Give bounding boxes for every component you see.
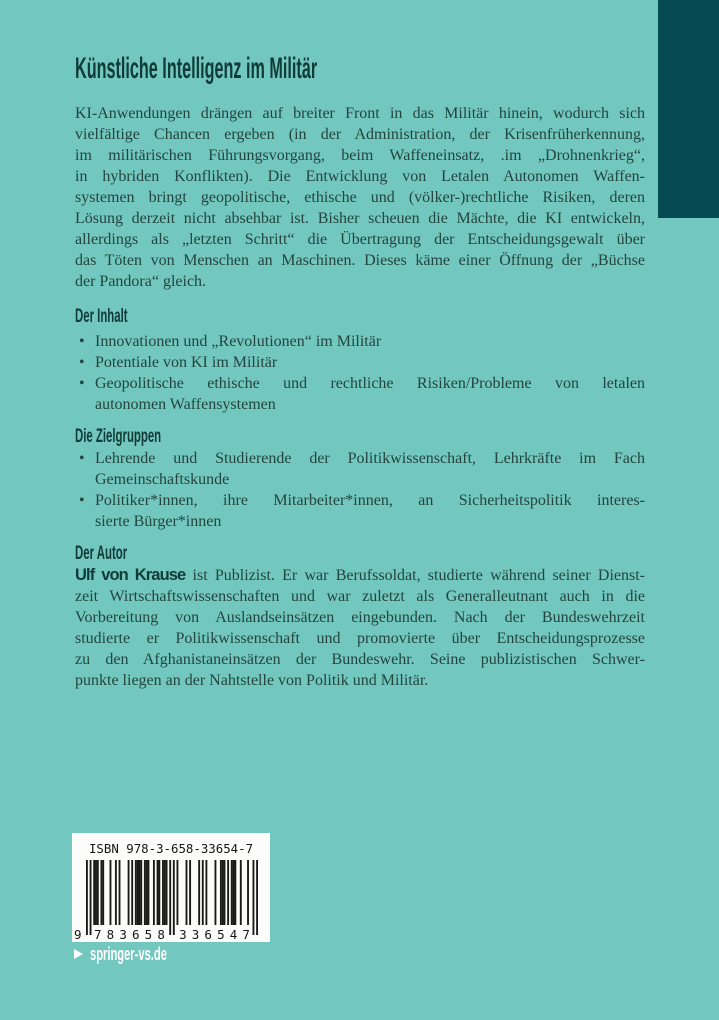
- svg-text:9: 9: [74, 927, 82, 942]
- ean13-barcode: [72, 833, 270, 942]
- author-name: Ulf von Krause: [75, 566, 186, 584]
- text-line: autonomen Waffensystemen: [95, 396, 276, 413]
- svg-text:6: 6: [132, 927, 140, 942]
- svg-text:ISBN 978-3-658-33654-7: ISBN 978-3-658-33654-7: [88, 841, 254, 856]
- text-line: punkte liegen an der Nahtstelle von Politik und Militär.: [75, 672, 429, 689]
- text-line: das Töten von Menschen an Maschinen. Dieses käme einer Öffnung der „Büchse: [75, 252, 645, 269]
- text-line: • Geopolitische ethische und rechtliche Risiken/Probleme von letalen: [95, 375, 645, 392]
- text-line: Lösung derzeit nicht absehbar ist. Bisher scheuen die Mächte, die KI entwickeln,: [75, 210, 645, 227]
- springer-arrow-icon: [74, 949, 83, 959]
- description-paragraph: [75, 103, 645, 292]
- text-line: Gemeinschaftskunde: [95, 471, 230, 488]
- text-line: • Lehrende und Studierende der Politikwissenschaft, Lehrkräfte im Fach: [95, 450, 645, 467]
- text-line: • Potentiale von KI im Militär: [95, 354, 278, 371]
- text-line: systemen bringt geopolitische, ethische und (völker-)rechtliche Risiken, deren: [75, 189, 645, 206]
- svg-text:6: 6: [204, 927, 212, 942]
- list-item: [75, 490, 645, 532]
- book-title: Künstliche Intelligenz im Militär: [75, 52, 318, 85]
- contents-heading: Der Inhalt: [75, 306, 128, 327]
- isbn-barcode-panel: [72, 833, 270, 942]
- text-line: Vorbereitung von Auslandseinsätzen eingebunden. Nach der Bundeswehrzeit: [75, 609, 645, 626]
- svg-text:3: 3: [119, 927, 127, 942]
- author-heading: Der Autor: [75, 543, 128, 564]
- text-line: in hybriden Konflikten). Die Entwicklung von Letalen Autonomen Waffen-: [75, 168, 645, 185]
- corner-stripe: [658, 0, 719, 218]
- author-lines: [75, 586, 645, 691]
- svg-text:5: 5: [217, 927, 225, 942]
- text-line: • Innovationen und „Revolutionen“ im Militär: [95, 333, 382, 350]
- svg-text:7: 7: [242, 927, 250, 942]
- list-item: [75, 331, 645, 352]
- author-paragraph: [75, 565, 645, 691]
- svg-text:8: 8: [106, 927, 115, 942]
- svg-text:5: 5: [144, 927, 153, 942]
- text-line: KI-Anwendungen drängen auf breiter Front in das Militär hinein, wodurch sich: [75, 105, 645, 122]
- contents-list: [75, 331, 645, 415]
- author-first-line-rest: ist Publizist. Er war Berufssoldat, studierte während seiner Dienst-: [185, 567, 645, 584]
- cover-content: [75, 0, 645, 691]
- svg-text:7: 7: [93, 927, 102, 942]
- text-line: zu den Afghanistaneinsätzen der Bundeswehr. Seine publizistischen Schwer-: [75, 651, 645, 668]
- text-line: allerdings als „letzten Schritt“ die Übertragung der Entscheidungsgewalt über: [75, 231, 645, 248]
- text-line: • Politiker*innen, ihre Mitarbeiter*innen, an Sicherheitspolitik interes-: [95, 492, 645, 509]
- text-line: im militärischen Führungsvorgang, beim Waffeneinsatz, .im „Drohnenkrieg“,: [75, 147, 645, 164]
- list-item: [75, 352, 645, 373]
- list-item: [75, 373, 645, 415]
- svg-text:8: 8: [157, 927, 165, 942]
- publisher-footer: [74, 944, 214, 964]
- audience-list: [75, 448, 645, 532]
- audience-heading: Die Zielgruppen: [75, 426, 162, 447]
- svg-text:3: 3: [179, 927, 187, 942]
- text-line: sierte Bürger*innen: [95, 513, 222, 530]
- text-line: der Pandora“ gleich.: [75, 273, 207, 290]
- publisher-url: springer-vs.de: [90, 943, 167, 964]
- author-first-line: [75, 565, 645, 586]
- text-line: studierte er Politikwissenschaft und promovierte über Entscheidungsprozesse: [75, 630, 645, 647]
- text-line: zeit Wirtschaftswissenschaften und war zuletzt als Generalleutnant auch in die: [75, 588, 645, 605]
- list-item: [75, 448, 645, 490]
- svg-text:3: 3: [191, 927, 200, 942]
- text-line: vielfältige Chancen ergeben (in der Administration, der Krisenfrüherkennung,: [75, 126, 645, 143]
- svg-text:4: 4: [229, 927, 238, 942]
